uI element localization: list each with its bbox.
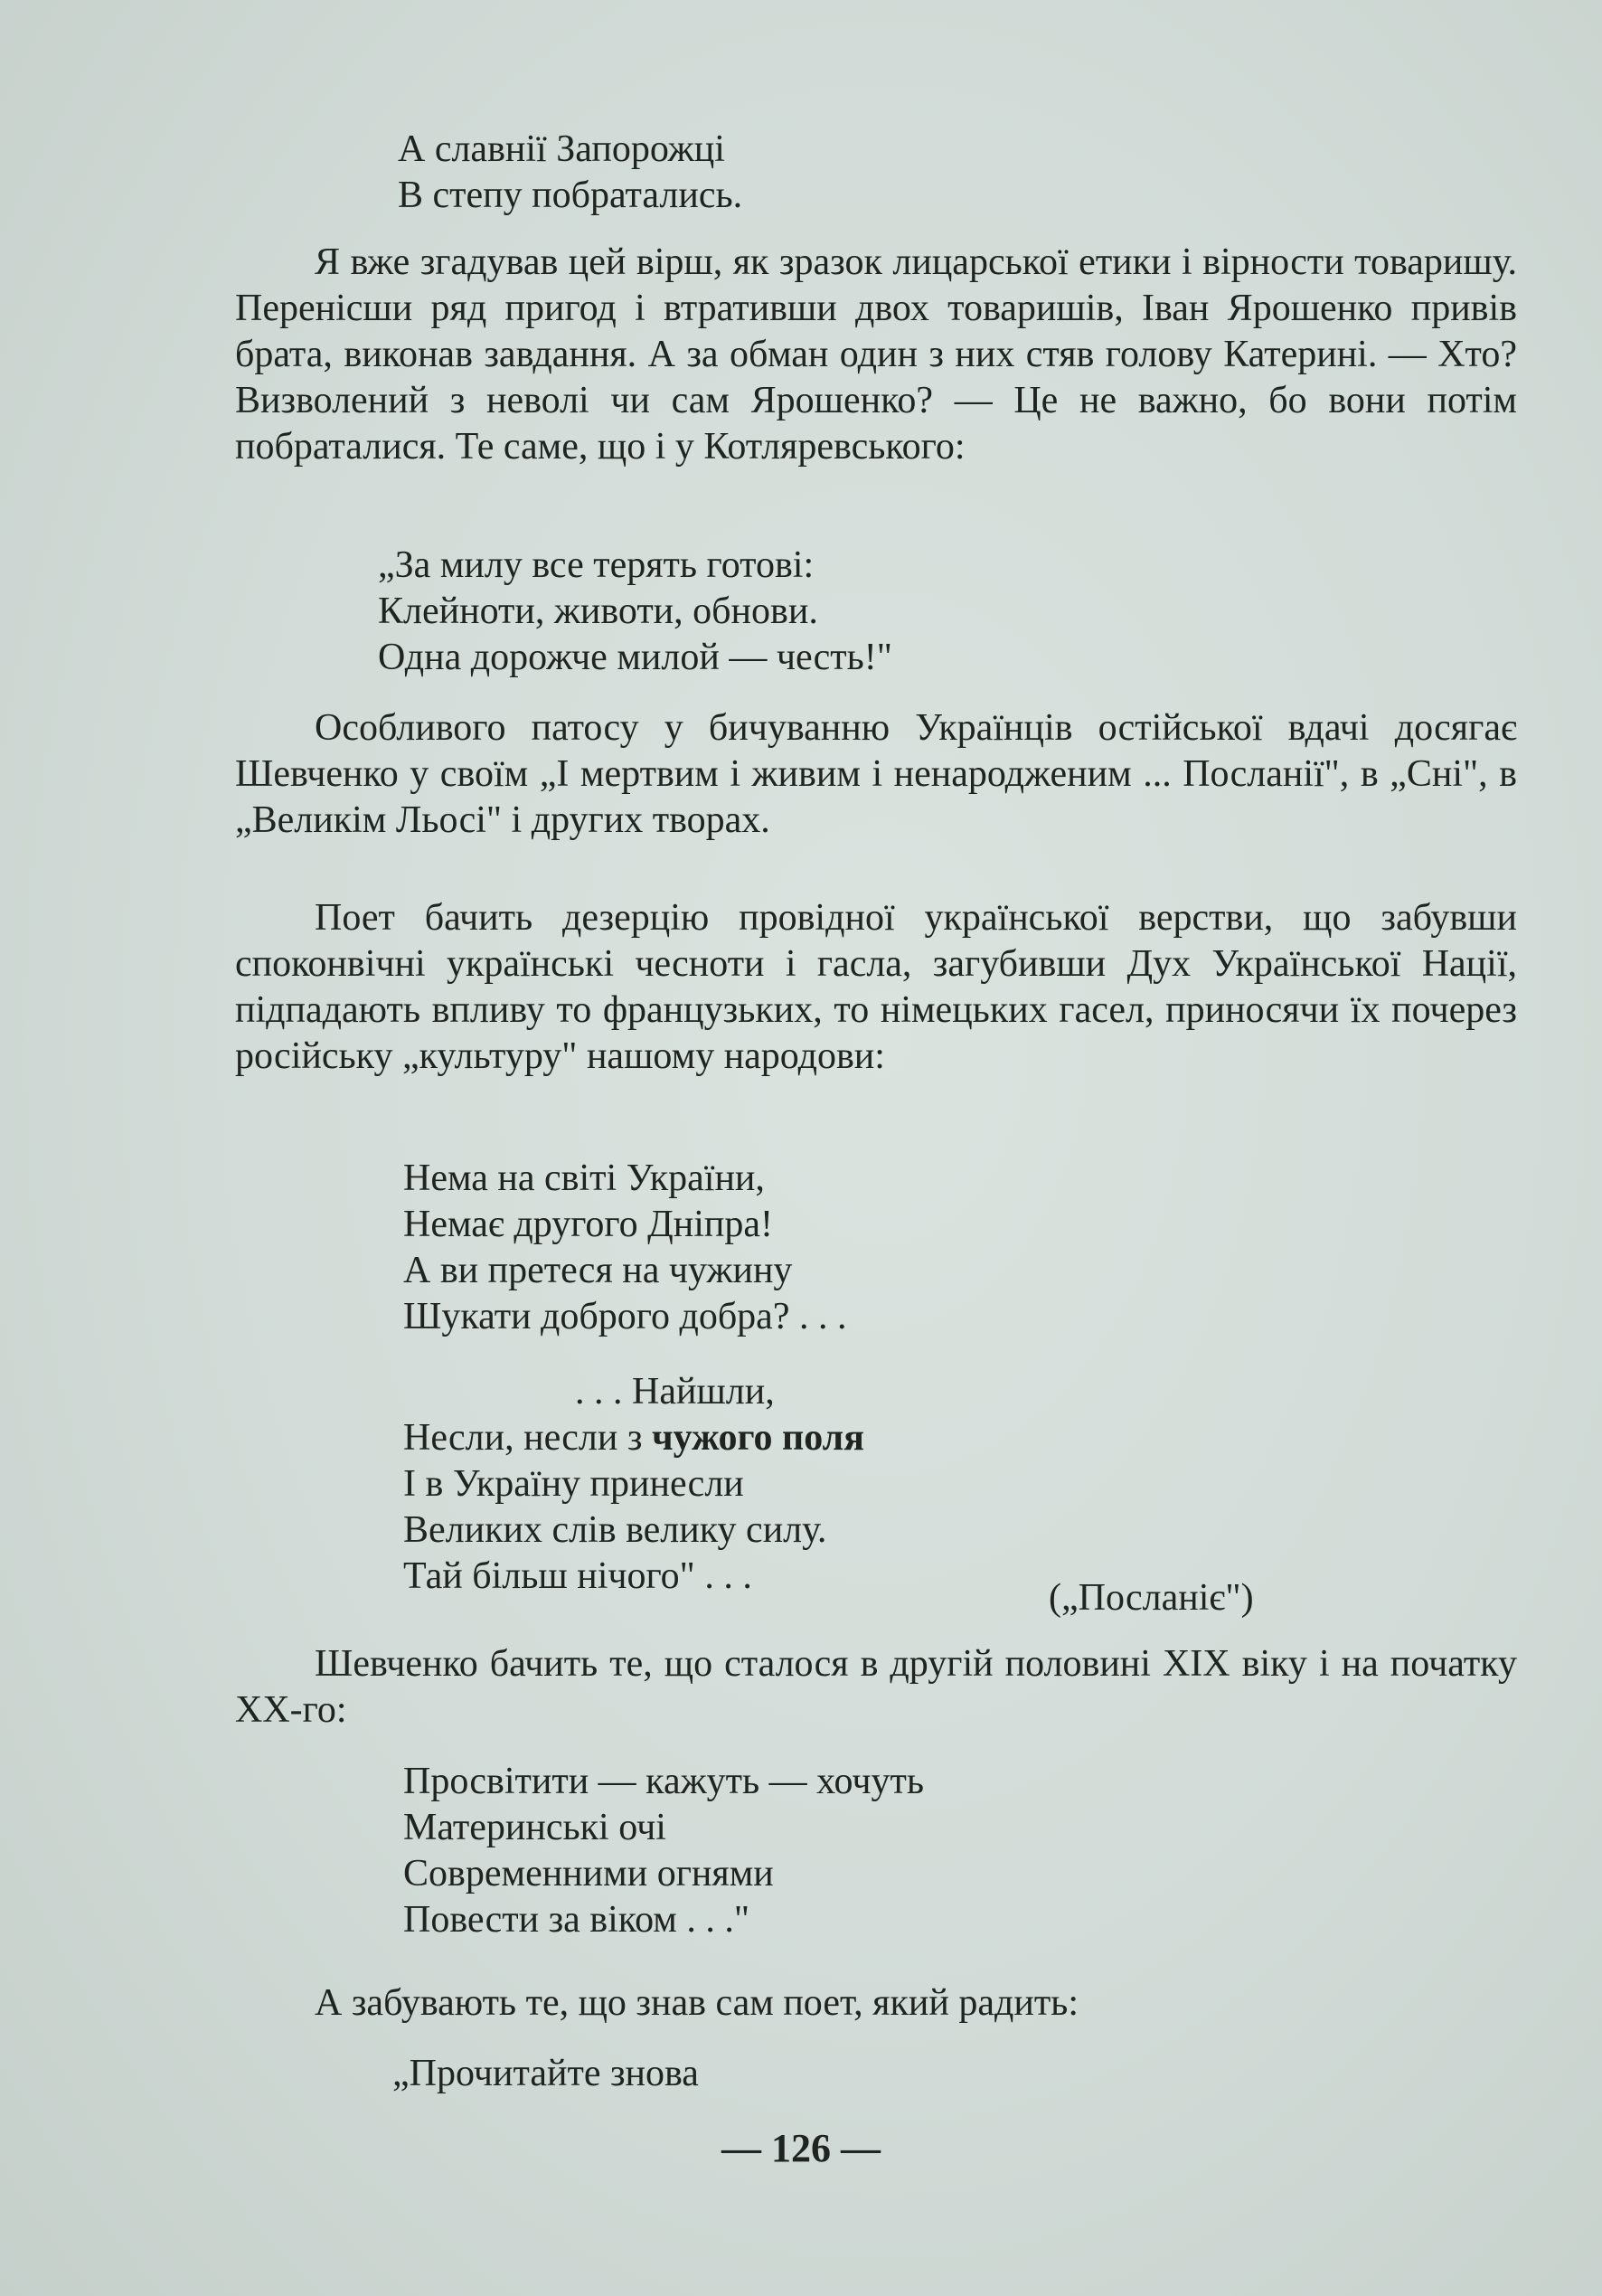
verse-line: . . . Найшли, [575,1371,775,1413]
page-number: — 126 — [721,2126,881,2170]
paragraph-text: А забувають те, що знав сам поет, який радить: [315,1982,1079,2024]
paragraph-text: Особливого патосу у бичуванню Українців остійської вдачі досягає Шевченко у своїм „І мертвим і живим і ненародженим ... Посланії", в „Сні", в „Великім Льосі" і других творах. [235,707,1517,841]
verse-text-bold: чужого поля [651,1417,864,1459]
verse-line: Материнські очі [403,1807,666,1848]
verse-text: Несли, несли з [403,1417,652,1459]
paragraph-2 [235,705,1517,844]
verse-stanza-3 [403,1156,846,1340]
paragraph-text: Поет бачить дезерцію провідної української верстви, що забувши споконвічні українські чесноти і гасла, загубивши Дух Української Нації, підпадають впливу то французьких, то німецьких гасел, приносячи їх почерез російську „культуру" нашому народови: [235,897,1517,1077]
paragraph-3 [235,895,1517,1080]
verse-stanza-4 [403,1369,864,1600]
verse-line: Современними огнями [403,1853,774,1894]
verse-line: „Прочитайте знова [392,2053,699,2094]
verse-line: А ви претеся на чужину [403,1250,793,1291]
verse-line: А славнії Запорожці [398,128,725,170]
verse-line: В степу побратались. [398,175,743,216]
paragraph-4 [235,1641,1517,1734]
verse-stanza-6 [392,2051,699,2097]
verse-line: „За милу все терять готові: [378,544,815,586]
verse-line: Шукати доброго добра? . . . [403,1296,847,1337]
verse-line: Нема на світі України, [403,1157,765,1199]
verse-line: І в Україну принесли [403,1463,744,1505]
verse-line: Просвітити — кажуть — хочуть [403,1761,925,1802]
verse-stanza-2 [378,543,892,681]
verse-stanza-1 [398,127,742,219]
paragraph-text: Шевченко бачить те, що сталося в другій половині XIX віку і на початку XX-го: [235,1643,1517,1731]
paragraph-5 [235,1980,1517,2027]
verse-stanza-5 [403,1759,924,1943]
verse-line [403,1415,864,1461]
verse-line: Одна дорожче милой — честь!" [378,637,892,678]
verse-source: („Посланіє") [1049,1577,1254,1619]
paragraph-text: Я вже згадував цей вірш, як зразок лицарської етики і вірности товаришу. Перенісши ряд пригод і втративши двох товаришів, Іван Ярошенко привів брата, виконав завдання. А за обман один з них стяв голову Катерині. — Хто? Визволений з неволі чи сам Ярошенко? — Це не важно, бо вони потім побраталися. Те саме, що і у Котляревського: [235,241,1517,468]
verse-line: Великих слів велику силу. [403,1509,827,1551]
verse-line: Повести за віком . . ." [403,1899,750,1941]
verse-line: Немає другого Дніпра! [403,1204,774,1245]
verse-line: Клейноти, животи, обнови. [378,591,818,632]
paragraph-1 [235,240,1517,470]
verse-line: Тай більш нічого" . . . [403,1555,752,1597]
